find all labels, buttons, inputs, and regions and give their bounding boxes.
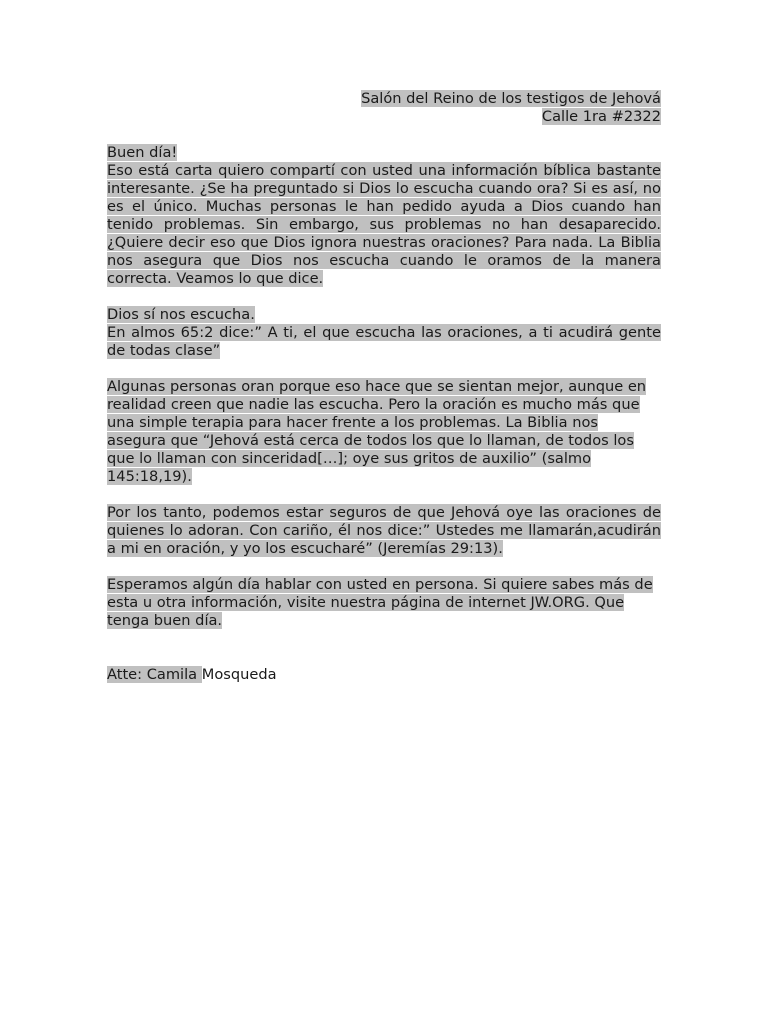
paragraph-2 <box>107 324 661 360</box>
spacer <box>107 126 661 144</box>
signature-highlighted: Atte: Camila <box>107 666 202 683</box>
greeting: Buen día! <box>107 144 178 161</box>
spacer <box>107 630 661 666</box>
signature <box>107 666 661 684</box>
paragraph-5-text: Esperamos algún día hablar con usted en persona. Si quiere sabes más de esta u otra información, visite nuestra página de internet JW.ORG. Que tenga buen día. <box>107 576 653 629</box>
signature-rest: Mosqueda <box>201 666 277 683</box>
paragraph-5 <box>107 576 661 630</box>
letter-page <box>107 90 661 684</box>
paragraph-1 <box>107 162 661 288</box>
spacer <box>107 558 661 576</box>
letter-header <box>107 90 661 126</box>
paragraph-4 <box>107 504 661 558</box>
spacer <box>107 486 661 504</box>
paragraph-3-text: Algunas personas oran porque eso hace que se sientan mejor, aunque en realidad creen que nadie las escucha. Pero la oración es mucho más que una simple terapia para hacer frente a los problemas. La Biblia nos asegura que “Jehová está cerca de todos los que lo llaman, de todos los que lo llaman con sinceridad[…]; oye sus gritos de auxilio” (salmo 145:18,19). <box>107 378 647 485</box>
paragraph-1-text: Eso está carta quiero compartí con usted una información bíblica bastante interesante. ¿Se ha preguntado si Dios lo escucha cuando ora? Si es así, no es el único. Muchas personas le han pedido ayuda a Dios cuando han tenido problemas. Sin embargo, sus problemas no han desaparecido. ¿Quiere decir eso que Dios ignora nuestras oraciones? Para nada. La Biblia nos asegura que Dios nos escucha cuando le oramos de la manera correcta. Veamos lo que dice. <box>107 162 661 287</box>
paragraph-3 <box>107 378 661 486</box>
section-heading: Dios sí nos escucha. <box>107 306 255 323</box>
paragraph-4-text: Por los tanto, podemos estar seguros de que Jehová oye las oraciones de quienes lo adoran. Con cariño, él nos dice:” Ustedes me llamarán,acudirán a mi en oración, y yo los escucharé” (Jeremías 29:13). <box>107 504 661 557</box>
header-line-2: Calle 1ra #2322 <box>541 108 661 125</box>
header-line-1: Salón del Reino de los testigos de Jehová <box>361 90 661 107</box>
spacer <box>107 360 661 378</box>
paragraph-2-text: En almos 65:2 dice:” A ti, el que escucha las oraciones, a ti acudirá gente de todas clase” <box>107 324 661 359</box>
spacer <box>107 288 661 306</box>
